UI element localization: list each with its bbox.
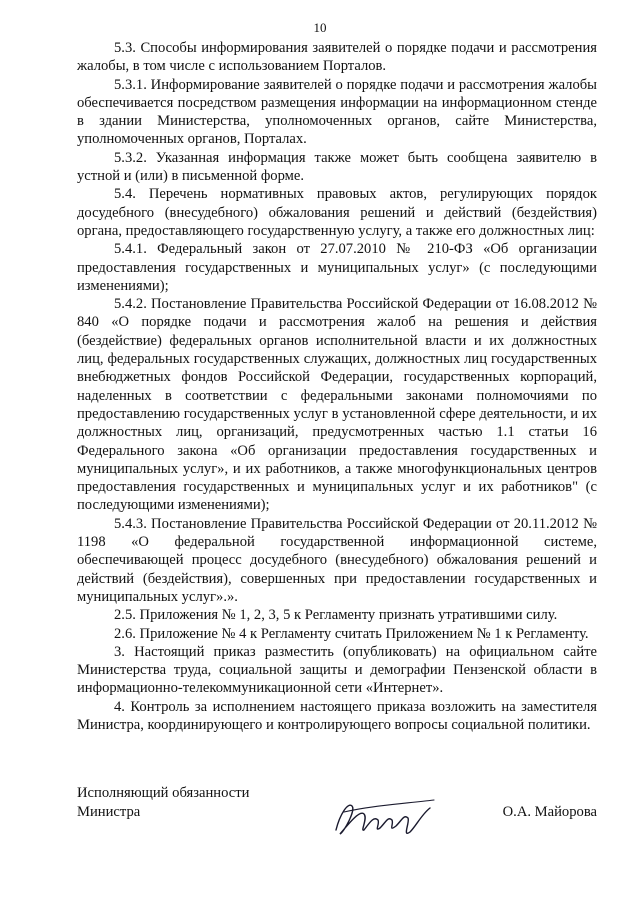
paragraph-5-3: 5.3. Способы информирования заявителей о порядке подачи и рассмотрения жалобы, в том числе с использованием Порталов. xyxy=(77,40,597,75)
paragraph-2-6: 2.6. Приложение № 4 к Регламенту считать Приложением № 1 к Регламенту. xyxy=(114,625,589,642)
paragraph-5-4: 5.4. Перечень нормативных правовых актов, регулирующих порядок досудебного (внесудебного) обжалования решений и действий (бездействия) органа, предоставляющего государственную услугу, а также его должностных лиц: xyxy=(77,186,597,239)
paragraph-4: 4. Контроль за исполнением настоящего приказа возложить на заместителя Министра, координирующего и контролирующего вопросы социальной политики. xyxy=(77,698,597,733)
paragraph-5-4-3: 5.4.3. Постановление Правительства Российской Федерации от 20.11.2012 № 1198 «О федеральной государственной информационной системе, обеспечивающей процесс досудебного (внесудебного) обжалования решений и действий (бездействия), совершенных при предоставлении государственных и муниципальных услуг».». xyxy=(77,515,597,605)
signatory-title-line2: Министра xyxy=(77,804,141,820)
paragraph-5-4-2: 5.4.2. Постановление Правительства Российской Федерации от 16.08.2012 № 840 «О порядке подачи и рассмотрения жалоб на решения и действия (бездействие) федеральных органов исполнительной власти и их должностных лиц, федеральных государственных служащих, должностных лиц государственных внебюджетных фондов Российской Федерации, государственных корпораций, наделенных в соответствии с федеральными законами полномочиями по предоставлению государственных услуг в установленной сфере деятельности, и их должностных лиц, организаций, предусмотренных частью 1.1 статьи 16 Федерального закона «Об организации предоставления государственных и муниципальных услуг», и их работников, а также многофункциональных центров предоставления государственных и муниципальных услуг и их работников" (с последующими изменениями); xyxy=(77,296,597,514)
paragraph-5-3-1: 5.3.1. Информирование заявителей о порядке подачи и рассмотрения жалобы обеспечивается посредством размещения информации на информационном стенде в здании Министерства, уполномоченных органов, сайте Министерства, уполномоченных органов, Порталах. xyxy=(77,76,597,148)
signatory-title-line1: Исполняющий обязанности xyxy=(77,785,250,801)
signatory-title xyxy=(77,784,297,822)
signatory-name: О.А. Майорова xyxy=(502,804,597,820)
document-body xyxy=(77,39,597,734)
handwritten-signature xyxy=(330,792,440,842)
page-number: 10 xyxy=(313,20,327,35)
paragraph-2-5: 2.5. Приложения № 1, 2, 3, 5 к Регламенту признать утратившими силу. xyxy=(114,607,558,624)
paragraph-5-3-2: 5.3.2. Указанная информация также может быть сообщена заявителю в устной и (или) в письменной форме. xyxy=(77,149,597,185)
paragraph-3: 3. Настоящий приказ разместить (опубликовать) на официальном сайте Министерства труда, социальной защиты и демографии Пензенской области в информационно-телекоммуникационной сети «Интернет». xyxy=(77,643,597,697)
paragraph-5-4-1: 5.4.1. Федеральный закон от 27.07.2010 № 210-ФЗ «Об организации предоставления государственных и муниципальных услуг» (с последующими изменениями); xyxy=(77,241,597,294)
